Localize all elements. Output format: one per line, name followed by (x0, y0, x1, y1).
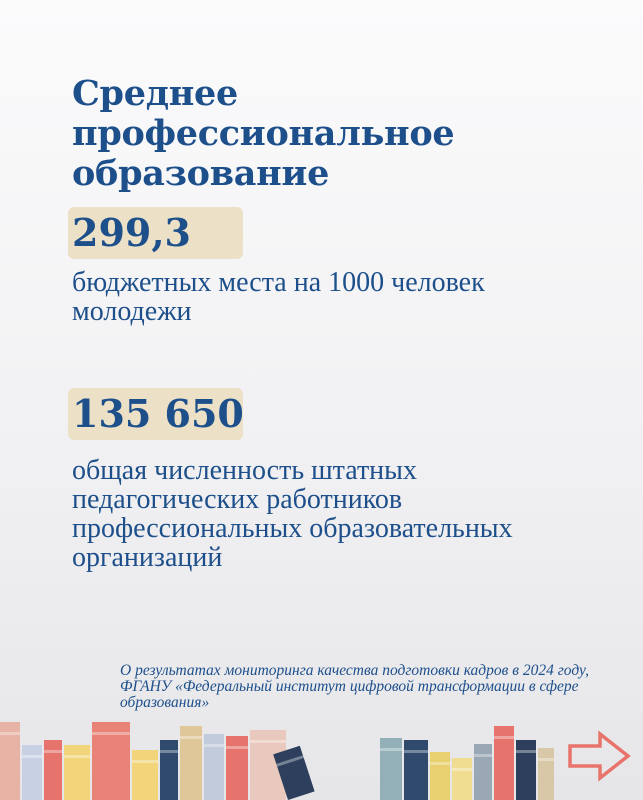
page-title: Среднее профессиональное образование (72, 73, 455, 194)
source-note: О результатах мониторинга качества подготовки кадров в 2024 году, ФГАНУ «Федеральный институт цифровой трансформации в сфере образования» (120, 662, 589, 711)
book-spine (226, 736, 248, 800)
stat-description-2: общая численность штатных педагогических работников профессиональных образовательных организаций (72, 455, 513, 573)
arrow-right-icon[interactable] (566, 730, 632, 782)
stat-value-1: 299,3 (72, 210, 191, 255)
book-spine (516, 740, 536, 800)
book-spine (64, 745, 90, 800)
book-spine (494, 726, 514, 800)
book-spine (180, 726, 202, 800)
book-spine (0, 722, 20, 800)
book-spine (380, 738, 402, 800)
book-spine (22, 745, 42, 800)
book-spine (204, 734, 224, 800)
book-spine (132, 750, 158, 800)
book-spine (430, 752, 450, 800)
book-spine (452, 758, 472, 800)
book-spine (538, 748, 554, 800)
book-spine (92, 722, 130, 800)
stat-description-1: бюджетных места на 1000 человек молодежи (72, 267, 485, 327)
book-spine (474, 744, 492, 800)
book-spine (44, 740, 62, 800)
books-illustration (0, 715, 643, 800)
stat-value-2: 135 650 (72, 391, 244, 436)
book-spine (160, 740, 178, 800)
book-spine (404, 740, 428, 800)
